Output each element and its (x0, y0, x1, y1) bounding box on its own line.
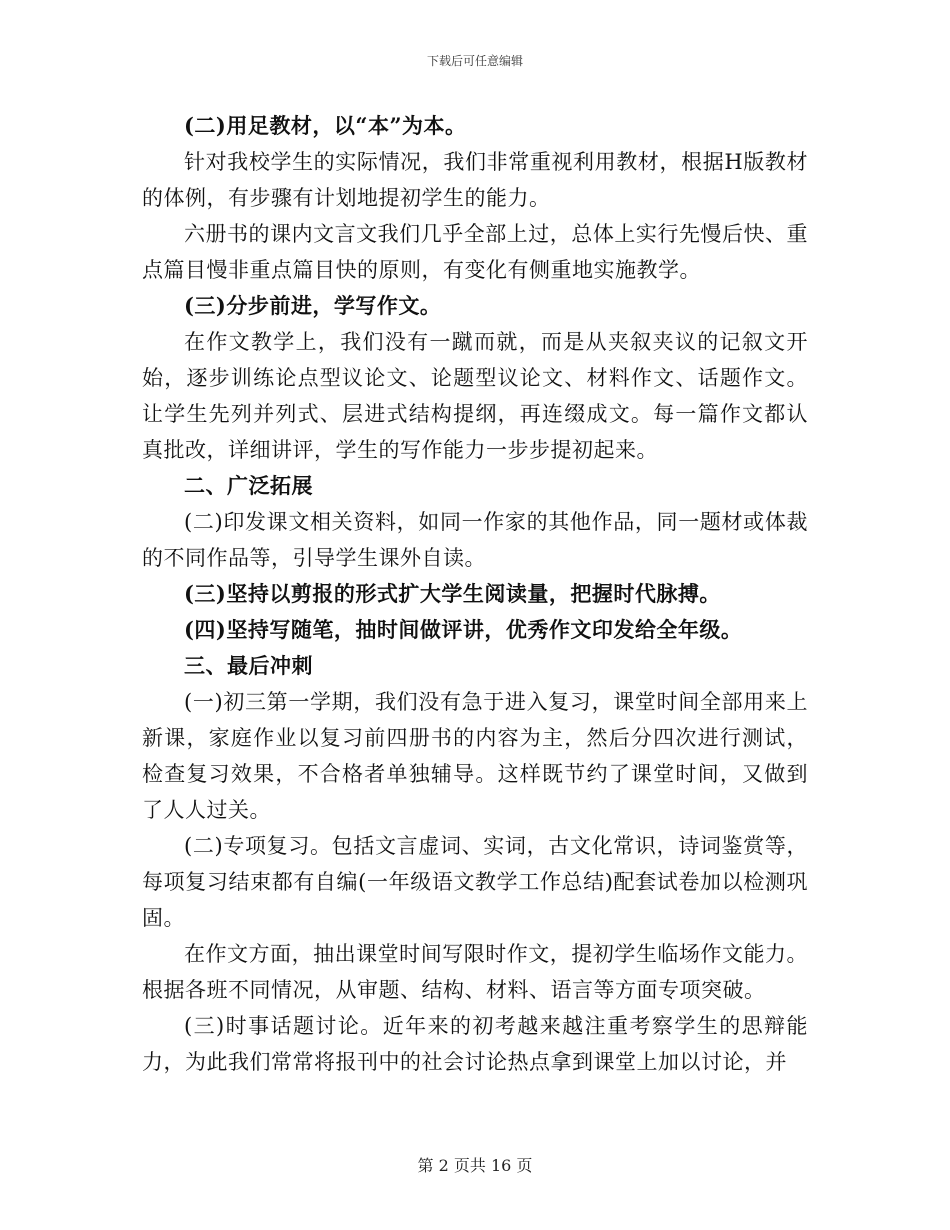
paragraph: (二)印发课文相关资料，如同一作家的其他作品，同一题材或体裁的不同作品等，引导学生课外自读。 (142, 510, 808, 570)
document-body (142, 108, 808, 1080)
heading-clippings: (三)坚持以剪报的形式扩大学生阅读量，把握时代脉搏。 (184, 581, 721, 606)
section-heading-expansion: 二、广泛拓展 (184, 473, 313, 498)
heading-use-textbook: (二)用足教材，以“本”为本。 (184, 113, 467, 138)
page-header: 下载后可任意编辑 (426, 54, 523, 68)
paragraph: 在作文方面，抽出课堂时间写限时作文，提初学生临场作文能力。根据各班不同情况，从审题、结构、材料、语言等方面专项突破。 (142, 942, 808, 1002)
heading-step-writing: (三)分步前进，学写作文。 (184, 293, 442, 318)
paragraph: 在作文教学上，我们没有一蹴而就，而是从夹叙夹议的记叙文开始，逐步训练论点型议论文、论题型议论文、材料作文、话题作文。让学生先列并列式、层进式结构提纲，再连缀成文。每一篇作文都认真批改，详细讲评，学生的写作能力一步步提初起来。 (142, 330, 808, 462)
paragraph: 针对我校学生的实际情况，我们非常重视利用教材，根据H版教材的体例，有步骤有计划地提初学生的能力。 (142, 150, 808, 210)
paragraph: (三)时事话题讨论。近年来的初考越来越注重考察学生的思辩能力，为此我们常常将报刊中的社会讨论热点拿到课堂上加以讨论，并 (142, 1014, 808, 1074)
paragraph: 六册书的课内文言文我们几乎全部上过，总体上实行先慢后快、重点篇目慢非重点篇目快的原则，有变化有侧重地实施教学。 (142, 222, 808, 282)
paragraph: (二)专项复习。包括文言虚词、实词，古文化常识，诗词鉴赏等，每项复习结束都有自编(一年级语文教学工作总结)配套试卷加以检测巩固。 (142, 834, 808, 930)
heading-essays: (四)坚持写随笔，抽时间做评讲，优秀作文印发给全年级。 (184, 617, 743, 642)
page-footer: 第 2 页共 16 页 (417, 1156, 533, 1175)
section-heading-final-sprint: 三、最后冲刺 (184, 653, 313, 678)
paragraph: (一)初三第一学期，我们没有急于进入复习，课堂时间全部用来上新课，家庭作业以复习前四册书的内容为主，然后分四次进行测试，检查复习效果，不合格者单独辅导。这样既节约了课堂时间，又做到了人人过关。 (142, 690, 808, 822)
